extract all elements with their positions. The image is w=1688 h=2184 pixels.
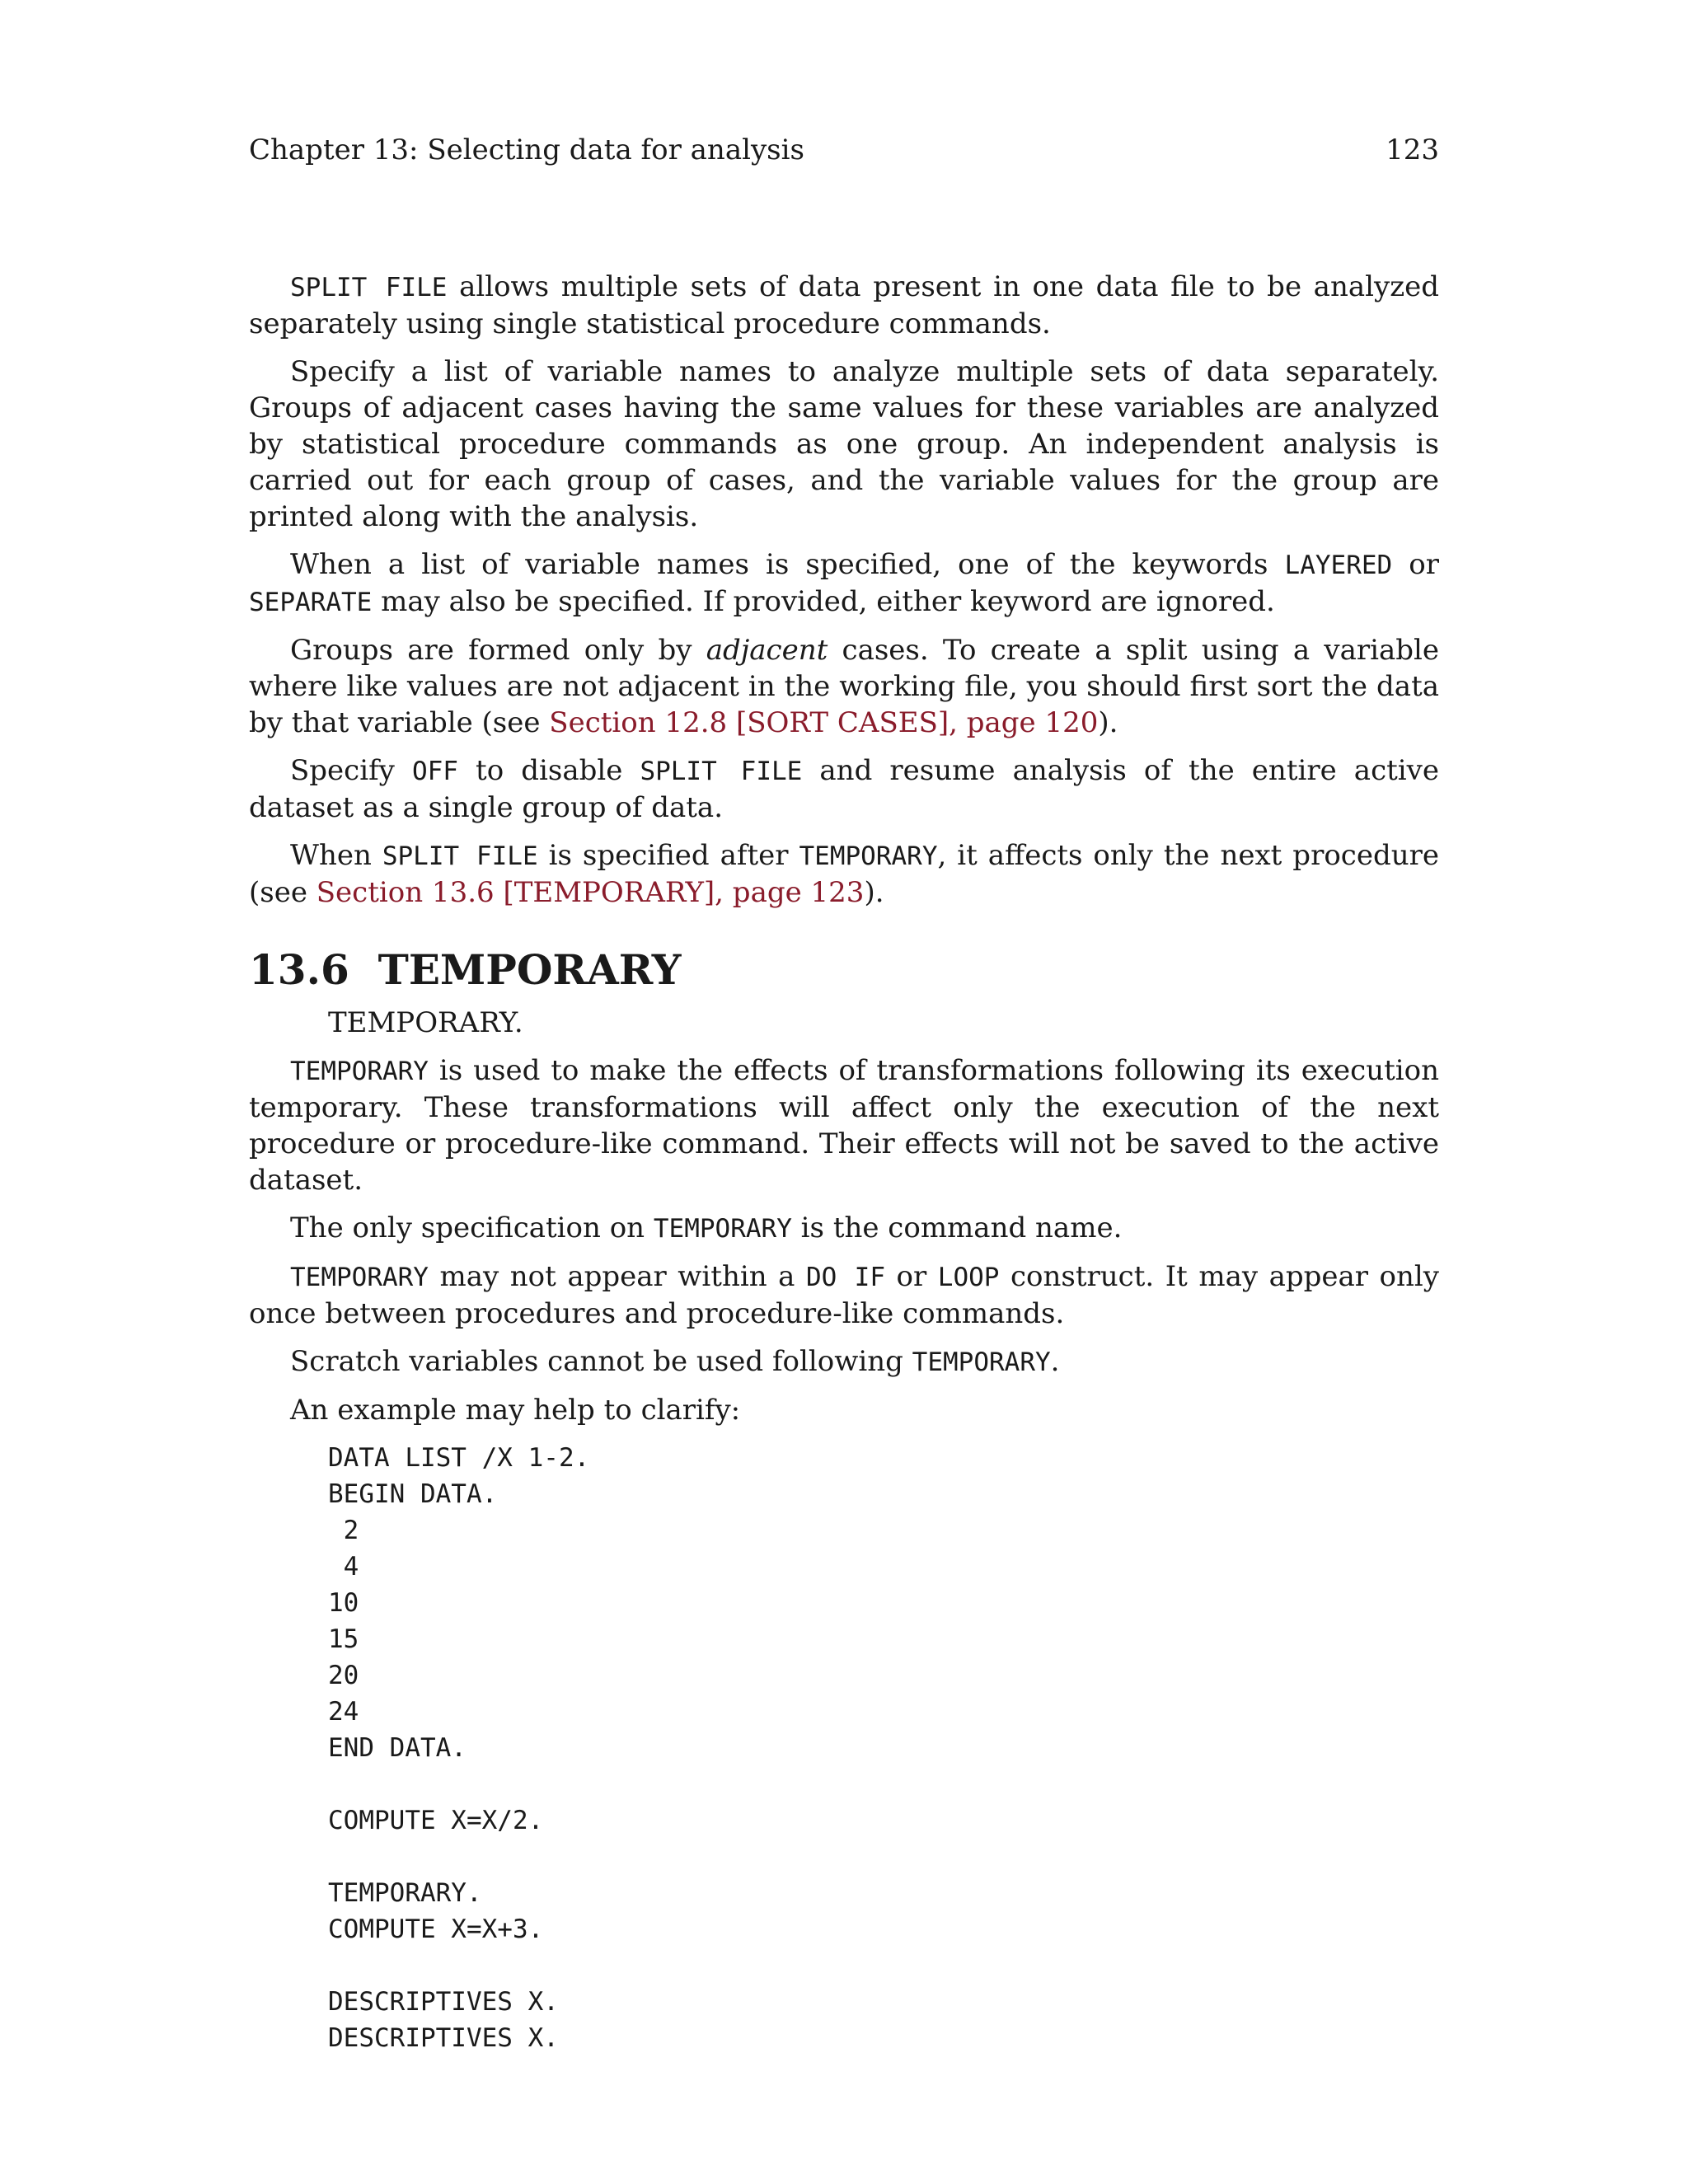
text: , it affects only the next procedure (see: [249, 839, 1439, 909]
text: or: [1392, 548, 1439, 581]
section-heading: [249, 944, 1439, 996]
page-number: 123: [1386, 134, 1439, 166]
keyword: DO IF: [805, 1263, 885, 1292]
temporary-paragraph-1: [249, 1052, 1439, 1198]
text: ).: [1098, 706, 1118, 739]
text: When a list of variable names is specified, one of the keywords: [290, 548, 1285, 581]
text: When: [290, 839, 382, 872]
text: is used to make the effects of transformations following its execution temporary. These transformations will affect only the execution of the next procedure or procedure-like command. Their effects will not be saved to the active dataset.: [249, 1054, 1439, 1197]
keyword: TEMPORARY: [799, 841, 938, 871]
running-header: [249, 132, 1439, 173]
keyword: SPLIT FILE: [640, 757, 803, 786]
text: to disable: [457, 754, 640, 787]
text: ).: [864, 876, 884, 909]
text: Scratch variables cannot be used following: [290, 1345, 912, 1378]
section-number: 13.6: [249, 945, 349, 994]
temporary-paragraph-2: [249, 1210, 1439, 1247]
text: Specify: [290, 754, 412, 787]
body-text: [249, 269, 1439, 2056]
keyword: SPLIT FILE: [290, 273, 448, 302]
keyword: SEPARATE: [249, 588, 373, 617]
split-file-paragraph-4: [249, 632, 1439, 741]
text: cases. To create a split using a variable where like values are not adjacent in the working file, you should first sort the data by that variable (see: [249, 634, 1440, 739]
code-example: DATA LIST /X 1-2. BEGIN DATA. 2 4 10 15 20 24 END DATA. COMPUTE X=X/2. TEMPORARY. COMPUTE X=X+3. DESCRIPTIVES X. DESCRIPTIVES X.: [328, 1443, 590, 2053]
emphasis: adjacent: [706, 634, 828, 667]
text: is the command name.: [791, 1212, 1123, 1244]
keyword: SPLIT FILE: [382, 841, 538, 871]
section-title: TEMPORARY: [377, 945, 682, 994]
cross-reference-link[interactable]: Section 13.6 [TEMPORARY], page 123: [316, 876, 865, 909]
keyword: LAYERED: [1284, 551, 1393, 580]
keyword: TEMPORARY: [290, 1057, 429, 1086]
text: may not appear within a: [428, 1260, 806, 1293]
command-synopsis: TEMPORARY.: [328, 1006, 523, 1039]
temporary-paragraph-4: [249, 1343, 1439, 1380]
text: and resume analysis of the entire active dataset as a single group of data.: [249, 754, 1439, 824]
split-file-paragraph-2: Specify a list of variable names to analyze multiple sets of data separately. Groups of adjacent cases having the same values for these variables are analyzed by statistical procedure commands as one group. An independent analysis is carried out for each group of cases, and the variable values for the group are printed along with the analysis.: [249, 355, 1439, 533]
split-file-paragraph-6: [249, 837, 1439, 911]
chapter-title: Chapter 13: Selecting data for analysis: [249, 134, 804, 166]
keyword: LOOP: [937, 1263, 1000, 1292]
keyword: OFF: [411, 757, 458, 786]
text: or: [885, 1260, 938, 1293]
keyword: TEMPORARY: [653, 1214, 792, 1244]
text: The only specification on: [290, 1212, 654, 1244]
temporary-paragraph-5: An example may help to clarify:: [290, 1394, 741, 1427]
text: .: [1050, 1345, 1060, 1378]
split-file-paragraph-3: [249, 546, 1439, 621]
text: may also be specified. If provided, either keyword are ignored.: [372, 585, 1275, 618]
cross-reference-link[interactable]: Section 12.8 [SORT CASES], page 120: [549, 706, 1099, 739]
text: allows multiple sets of data present in one data file to be analyzed separately using single statistical procedure commands.: [249, 270, 1440, 340]
temporary-paragraph-3: [249, 1258, 1439, 1332]
split-file-paragraph-5: [249, 752, 1439, 826]
text: is specified after: [537, 839, 799, 872]
text: construct. It may appear only once between procedures and procedure-like commands.: [249, 1260, 1439, 1330]
keyword: TEMPORARY: [290, 1263, 429, 1292]
split-file-paragraph-1: [249, 269, 1439, 342]
keyword: TEMPORARY: [912, 1347, 1051, 1377]
text: Groups are formed only by: [290, 634, 706, 667]
